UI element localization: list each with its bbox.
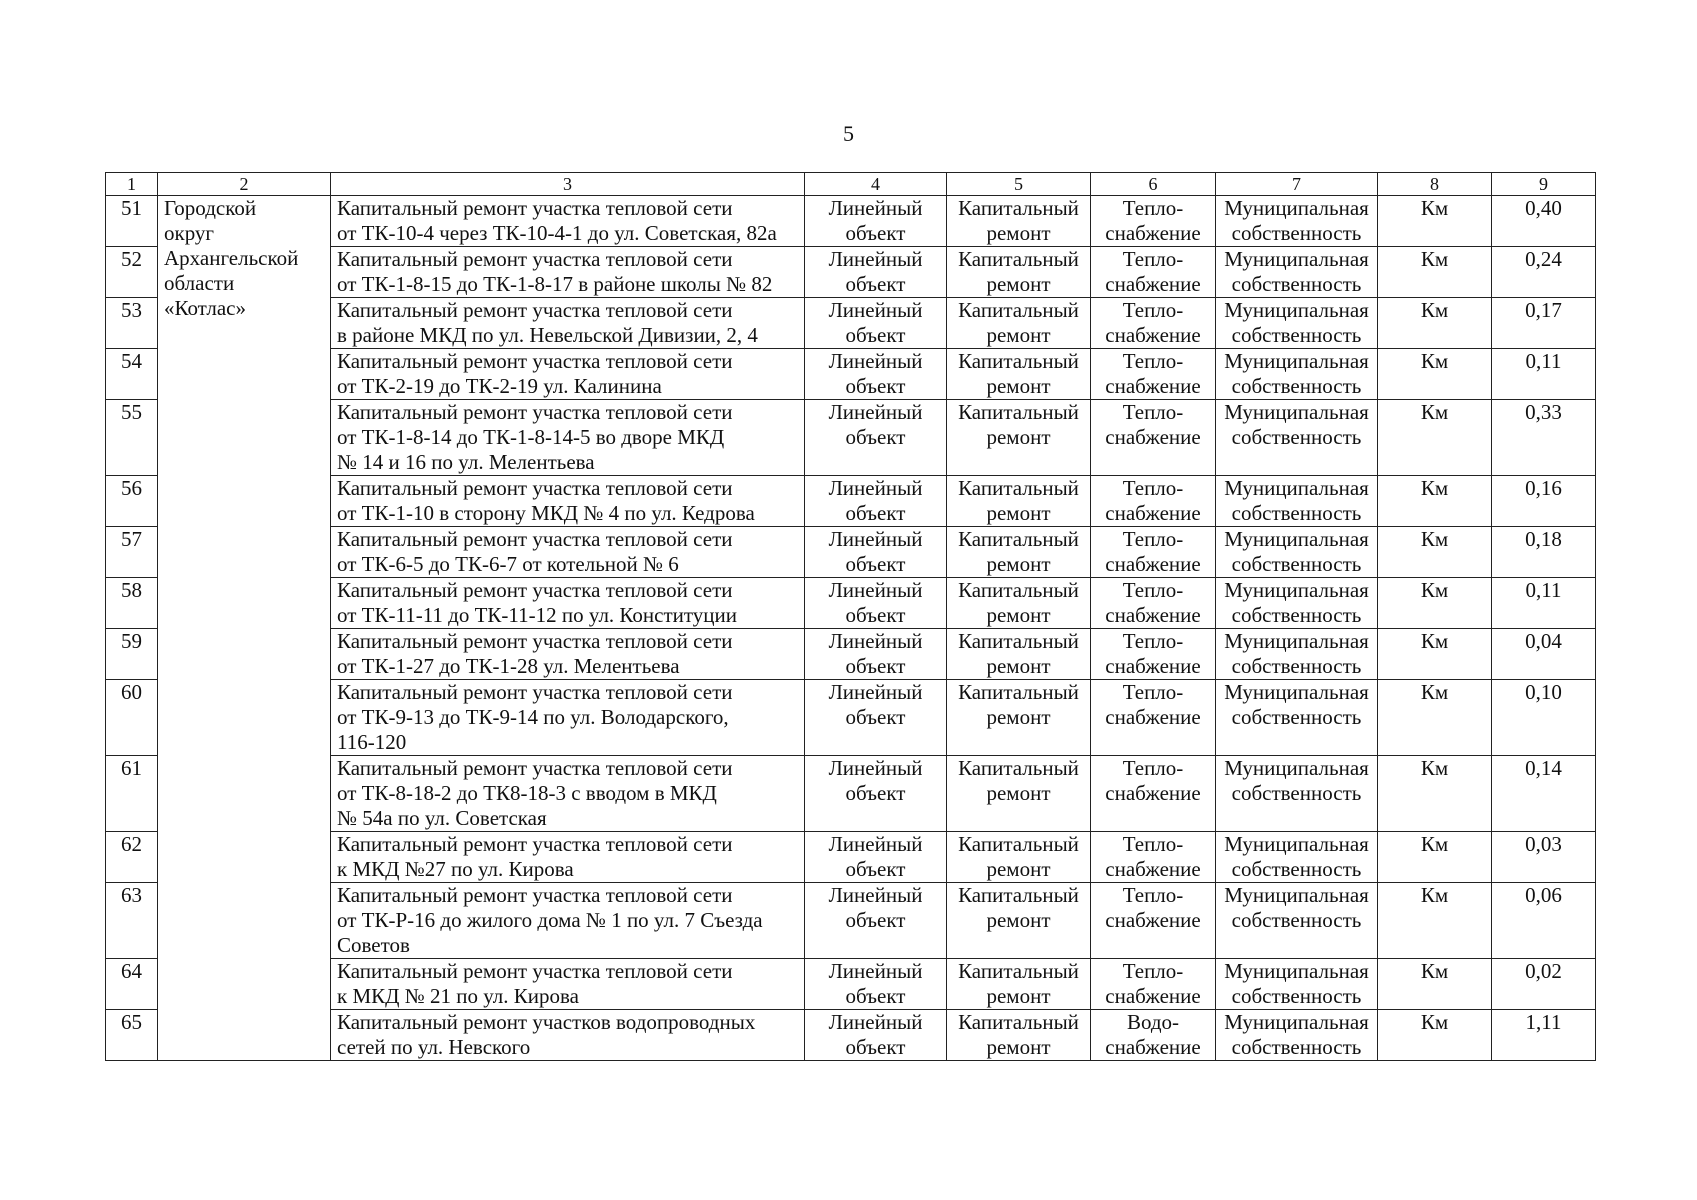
ownership xyxy=(1216,400,1378,476)
object-type xyxy=(805,756,947,832)
object-type xyxy=(805,959,947,1010)
object-title-line: от ТК-2-19 до ТК-2-19 ул. Калинина xyxy=(337,374,662,398)
object-type-line: объект xyxy=(845,705,906,729)
object-title-line: от ТК-Р-16 до жилого дома № 1 по ул. 7 Съезда xyxy=(337,908,763,932)
supply-sphere xyxy=(1091,832,1216,883)
work-type xyxy=(947,578,1091,629)
unit: Км xyxy=(1378,349,1492,400)
ownership-line: собственность xyxy=(1231,984,1362,1008)
ownership-line: собственность xyxy=(1231,501,1362,525)
ownership-line: собственность xyxy=(1231,857,1362,881)
length-value: 0,14 xyxy=(1492,756,1596,832)
supply-sphere xyxy=(1091,476,1216,527)
supply-sphere-line: снабжение xyxy=(1105,705,1201,729)
object-title-line: Капитальный ремонт участка тепловой сети xyxy=(337,400,733,424)
object-title-line: № 14 и 16 по ул. Мелентьева xyxy=(337,450,595,474)
header-cell-1: 1 xyxy=(106,173,158,196)
object-title-line: Капитальный ремонт участка тепловой сети xyxy=(337,298,733,322)
ownership-line: Муниципальная xyxy=(1224,196,1369,220)
municipality-cell xyxy=(158,196,331,1061)
header-cell-5: 5 xyxy=(947,173,1091,196)
municipality-line: «Котлас» xyxy=(164,296,246,320)
supply-sphere xyxy=(1091,196,1216,247)
ownership-line: Муниципальная xyxy=(1224,680,1369,704)
work-type xyxy=(947,959,1091,1010)
object-type-line: Линейный xyxy=(828,1010,923,1034)
ownership-line: собственность xyxy=(1231,552,1362,576)
work-type-line: ремонт xyxy=(986,323,1051,347)
supply-sphere-line: снабжение xyxy=(1105,552,1201,576)
object-title xyxy=(331,476,805,527)
work-type-line: ремонт xyxy=(986,1035,1051,1059)
supply-sphere-line: Тепло- xyxy=(1122,680,1184,704)
ownership-line: Муниципальная xyxy=(1224,578,1369,602)
supply-sphere-line: снабжение xyxy=(1105,425,1201,449)
work-type-line: ремонт xyxy=(986,425,1051,449)
ownership-line: Муниципальная xyxy=(1224,883,1369,907)
object-title xyxy=(331,629,805,680)
ownership-line: собственность xyxy=(1231,374,1362,398)
length-value: 0,06 xyxy=(1492,883,1596,959)
object-type xyxy=(805,832,947,883)
object-title-line: сетей по ул. Невского xyxy=(337,1035,531,1059)
ownership xyxy=(1216,476,1378,527)
row-number: 55 xyxy=(106,400,158,476)
work-type-line: Капитальный xyxy=(958,196,1079,220)
supply-sphere-line: снабжение xyxy=(1105,323,1201,347)
work-type xyxy=(947,527,1091,578)
unit: Км xyxy=(1378,959,1492,1010)
ownership-line: Муниципальная xyxy=(1224,400,1369,424)
object-type-line: Линейный xyxy=(828,959,923,983)
work-type xyxy=(947,298,1091,349)
object-type-line: объект xyxy=(845,221,906,245)
work-type xyxy=(947,1010,1091,1061)
supply-sphere xyxy=(1091,527,1216,578)
ownership xyxy=(1216,247,1378,298)
work-type xyxy=(947,756,1091,832)
work-type-line: ремонт xyxy=(986,781,1051,805)
object-type xyxy=(805,476,947,527)
work-type-line: Капитальный xyxy=(958,959,1079,983)
table-header xyxy=(106,173,1596,196)
supply-sphere-line: снабжение xyxy=(1105,857,1201,881)
object-title xyxy=(331,680,805,756)
object-title-line: от ТК-1-8-14 до ТК-1-8-14-5 во дворе МКД xyxy=(337,425,725,449)
supply-sphere xyxy=(1091,629,1216,680)
work-type-line: Капитальный xyxy=(958,400,1079,424)
row-number: 53 xyxy=(106,298,158,349)
work-type xyxy=(947,883,1091,959)
object-type-line: Линейный xyxy=(828,883,923,907)
ownership-line: собственность xyxy=(1231,908,1362,932)
ownership-line: Муниципальная xyxy=(1224,527,1369,551)
object-type-line: объект xyxy=(845,272,906,296)
supply-sphere-line: Водо- xyxy=(1126,1010,1180,1034)
header-cell-6: 6 xyxy=(1091,173,1216,196)
object-type-line: объект xyxy=(845,984,906,1008)
object-type-line: объект xyxy=(845,552,906,576)
object-type-line: объект xyxy=(845,425,906,449)
unit: Км xyxy=(1378,756,1492,832)
object-type-line: объект xyxy=(845,781,906,805)
work-type-line: Капитальный xyxy=(958,883,1079,907)
object-type xyxy=(805,298,947,349)
length-value: 0,24 xyxy=(1492,247,1596,298)
ownership-line: собственность xyxy=(1231,654,1362,678)
length-value: 1,11 xyxy=(1492,1010,1596,1061)
row-number: 58 xyxy=(106,578,158,629)
row-number: 62 xyxy=(106,832,158,883)
work-type-line: Капитальный xyxy=(958,349,1079,373)
ownership-line: Муниципальная xyxy=(1224,756,1369,780)
object-type-line: объект xyxy=(845,374,906,398)
supply-sphere-line: снабжение xyxy=(1105,984,1201,1008)
row-number: 63 xyxy=(106,883,158,959)
work-type-line: ремонт xyxy=(986,374,1051,398)
object-type xyxy=(805,680,947,756)
object-type-line: Линейный xyxy=(828,247,923,271)
work-type-line: Капитальный xyxy=(958,832,1079,856)
object-title-line: Капитальный ремонт участка тепловой сети xyxy=(337,349,733,373)
object-title-line: Капитальный ремонт участка тепловой сети xyxy=(337,196,733,220)
work-type-line: Капитальный xyxy=(958,476,1079,500)
length-value: 0,11 xyxy=(1492,349,1596,400)
object-type-line: объект xyxy=(845,908,906,932)
object-title xyxy=(331,959,805,1010)
ownership xyxy=(1216,756,1378,832)
supply-sphere-line: Тепло- xyxy=(1122,629,1184,653)
object-type-line: Линейный xyxy=(828,578,923,602)
row-number: 60 xyxy=(106,680,158,756)
object-title-line: в районе МКД по ул. Невельской Дивизии, 2, 4 xyxy=(337,323,758,347)
row-number: 52 xyxy=(106,247,158,298)
row-number: 65 xyxy=(106,1010,158,1061)
object-type-line: Линейный xyxy=(828,298,923,322)
ownership-line: собственность xyxy=(1231,1035,1362,1059)
object-title-line: Капитальный ремонт участка тепловой сети xyxy=(337,629,733,653)
table-body xyxy=(106,196,1596,1061)
length-value: 0,33 xyxy=(1492,400,1596,476)
object-title-line: от ТК-11-11 до ТК-11-12 по ул. Конституции xyxy=(337,603,737,627)
supply-sphere-line: Тепло- xyxy=(1122,756,1184,780)
supply-sphere-line: Тепло- xyxy=(1122,247,1184,271)
object-type-line: Линейный xyxy=(828,476,923,500)
row-number: 64 xyxy=(106,959,158,1010)
work-type-line: ремонт xyxy=(986,857,1051,881)
ownership-line: Муниципальная xyxy=(1224,1010,1369,1034)
object-type xyxy=(805,883,947,959)
object-title xyxy=(331,400,805,476)
work-type-line: Капитальный xyxy=(958,629,1079,653)
unit: Км xyxy=(1378,578,1492,629)
object-title xyxy=(331,1010,805,1061)
ownership xyxy=(1216,883,1378,959)
length-value: 0,04 xyxy=(1492,629,1596,680)
object-type-line: объект xyxy=(845,1035,906,1059)
work-type-line: ремонт xyxy=(986,603,1051,627)
ownership-line: Муниципальная xyxy=(1224,298,1369,322)
work-type-line: ремонт xyxy=(986,984,1051,1008)
object-type xyxy=(805,1010,947,1061)
ownership xyxy=(1216,629,1378,680)
supply-sphere-line: Тепло- xyxy=(1122,476,1184,500)
object-type xyxy=(805,400,947,476)
object-title-line: Капитальный ремонт участка тепловой сети xyxy=(337,247,733,271)
works-table xyxy=(105,172,1596,1061)
work-type-line: ремонт xyxy=(986,908,1051,932)
work-type-line: ремонт xyxy=(986,272,1051,296)
work-type-line: ремонт xyxy=(986,221,1051,245)
unit: Км xyxy=(1378,196,1492,247)
ownership xyxy=(1216,832,1378,883)
ownership xyxy=(1216,196,1378,247)
supply-sphere xyxy=(1091,400,1216,476)
object-title-line: 116-120 xyxy=(337,730,407,754)
work-type-line: ремонт xyxy=(986,654,1051,678)
work-type-line: Капитальный xyxy=(958,298,1079,322)
row-number: 51 xyxy=(106,196,158,247)
object-title-line: от ТК-1-10 в сторону МКД № 4 по ул. Кедрова xyxy=(337,501,755,525)
object-title-line: Капитальный ремонт участка тепловой сети xyxy=(337,959,733,983)
unit: Км xyxy=(1378,680,1492,756)
ownership-line: собственность xyxy=(1231,221,1362,245)
supply-sphere-line: снабжение xyxy=(1105,374,1201,398)
row-number: 61 xyxy=(106,756,158,832)
ownership-line: собственность xyxy=(1231,781,1362,805)
supply-sphere-line: снабжение xyxy=(1105,908,1201,932)
object-type xyxy=(805,629,947,680)
work-type xyxy=(947,196,1091,247)
supply-sphere xyxy=(1091,349,1216,400)
supply-sphere-line: Тепло- xyxy=(1122,883,1184,907)
object-title-line: Капитальный ремонт участка тепловой сети xyxy=(337,832,733,856)
header-cell-3: 3 xyxy=(331,173,805,196)
object-title xyxy=(331,527,805,578)
object-type xyxy=(805,527,947,578)
object-title xyxy=(331,247,805,298)
supply-sphere-line: Тепло- xyxy=(1122,196,1184,220)
supply-sphere-line: снабжение xyxy=(1105,272,1201,296)
municipality-line: Архангельской xyxy=(164,246,299,270)
header-cell-4: 4 xyxy=(805,173,947,196)
object-title-line: от ТК-10-4 через ТК-10-4-1 до ул. Советская, 82а xyxy=(337,221,777,245)
work-type xyxy=(947,629,1091,680)
supply-sphere-line: Тепло- xyxy=(1122,349,1184,373)
work-type-line: Капитальный xyxy=(958,756,1079,780)
supply-sphere-line: снабжение xyxy=(1105,221,1201,245)
object-title-line: Капитальный ремонт участка тепловой сети xyxy=(337,883,733,907)
unit: Км xyxy=(1378,629,1492,680)
object-title xyxy=(331,883,805,959)
object-title-line: Капитальный ремонт участка тепловой сети xyxy=(337,476,733,500)
supply-sphere-line: Тепло- xyxy=(1122,527,1184,551)
object-title-line: к МКД №27 по ул. Кирова xyxy=(337,857,574,881)
supply-sphere xyxy=(1091,247,1216,298)
ownership xyxy=(1216,1010,1378,1061)
header-cell-9: 9 xyxy=(1492,173,1596,196)
object-type-line: Линейный xyxy=(828,527,923,551)
table-row xyxy=(106,196,1596,247)
object-type xyxy=(805,247,947,298)
header-row xyxy=(106,173,1596,196)
object-title xyxy=(331,298,805,349)
supply-sphere xyxy=(1091,578,1216,629)
ownership-line: Муниципальная xyxy=(1224,349,1369,373)
object-type xyxy=(805,578,947,629)
work-type xyxy=(947,247,1091,298)
work-type-line: ремонт xyxy=(986,552,1051,576)
municipality-line: области xyxy=(164,271,235,295)
object-type xyxy=(805,196,947,247)
object-type-line: объект xyxy=(845,603,906,627)
length-value: 0,03 xyxy=(1492,832,1596,883)
object-title-line: Капитальный ремонт участков водопроводных xyxy=(337,1010,756,1034)
work-type-line: Капитальный xyxy=(958,578,1079,602)
object-title-line: от ТК-9-13 до ТК-9-14 по ул. Володарского, xyxy=(337,705,729,729)
object-title-line: Советов xyxy=(337,933,410,957)
row-number: 57 xyxy=(106,527,158,578)
unit: Км xyxy=(1378,247,1492,298)
supply-sphere-line: Тепло- xyxy=(1122,298,1184,322)
supply-sphere-line: снабжение xyxy=(1105,603,1201,627)
supply-sphere xyxy=(1091,959,1216,1010)
municipality-line: Городской xyxy=(164,196,257,220)
ownership xyxy=(1216,298,1378,349)
length-value: 0,40 xyxy=(1492,196,1596,247)
page-number: 5 xyxy=(843,121,854,146)
unit: Км xyxy=(1378,883,1492,959)
object-type-line: объект xyxy=(845,501,906,525)
work-type xyxy=(947,680,1091,756)
work-type-line: ремонт xyxy=(986,501,1051,525)
length-value: 0,17 xyxy=(1492,298,1596,349)
object-type-line: Линейный xyxy=(828,756,923,780)
object-type-line: объект xyxy=(845,654,906,678)
length-value: 0,11 xyxy=(1492,578,1596,629)
supply-sphere xyxy=(1091,756,1216,832)
supply-sphere-line: снабжение xyxy=(1105,654,1201,678)
row-number: 56 xyxy=(106,476,158,527)
object-title xyxy=(331,756,805,832)
ownership-line: собственность xyxy=(1231,603,1362,627)
object-title-line: от ТК-1-27 до ТК-1-28 ул. Мелентьева xyxy=(337,654,680,678)
object-title xyxy=(331,196,805,247)
length-value: 0,10 xyxy=(1492,680,1596,756)
ownership-line: Муниципальная xyxy=(1224,629,1369,653)
row-number: 54 xyxy=(106,349,158,400)
row-number: 59 xyxy=(106,629,158,680)
object-title xyxy=(331,578,805,629)
unit: Км xyxy=(1378,832,1492,883)
header-cell-8: 8 xyxy=(1378,173,1492,196)
object-title-line: Капитальный ремонт участка тепловой сети xyxy=(337,527,733,551)
ownership xyxy=(1216,349,1378,400)
object-type-line: Линейный xyxy=(828,196,923,220)
supply-sphere-line: снабжение xyxy=(1105,1035,1201,1059)
unit: Км xyxy=(1378,400,1492,476)
supply-sphere xyxy=(1091,1010,1216,1061)
work-type xyxy=(947,349,1091,400)
ownership xyxy=(1216,959,1378,1010)
supply-sphere-line: Тепло- xyxy=(1122,400,1184,424)
object-title xyxy=(331,832,805,883)
length-value: 0,18 xyxy=(1492,527,1596,578)
header-cell-2: 2 xyxy=(158,173,331,196)
ownership-line: Муниципальная xyxy=(1224,832,1369,856)
object-title-line: к МКД № 21 по ул. Кирова xyxy=(337,984,579,1008)
municipality-line: округ xyxy=(164,221,215,245)
length-value: 0,16 xyxy=(1492,476,1596,527)
work-type-line: Капитальный xyxy=(958,1010,1079,1034)
header-cell-7: 7 xyxy=(1216,173,1378,196)
supply-sphere-line: Тепло- xyxy=(1122,832,1184,856)
work-type-line: Капитальный xyxy=(958,680,1079,704)
object-type-line: Линейный xyxy=(828,629,923,653)
ownership xyxy=(1216,527,1378,578)
ownership-line: Муниципальная xyxy=(1224,476,1369,500)
object-title xyxy=(331,349,805,400)
object-type-line: Линейный xyxy=(828,349,923,373)
ownership-line: собственность xyxy=(1231,272,1362,296)
unit: Км xyxy=(1378,298,1492,349)
object-title-line: Капитальный ремонт участка тепловой сети xyxy=(337,680,733,704)
ownership xyxy=(1216,578,1378,629)
unit: Км xyxy=(1378,1010,1492,1061)
object-title-line: от ТК-1-8-15 до ТК-1-8-17 в районе школы № 82 xyxy=(337,272,773,296)
supply-sphere-line: Тепло- xyxy=(1122,959,1184,983)
ownership-line: Муниципальная xyxy=(1224,959,1369,983)
ownership-line: собственность xyxy=(1231,705,1362,729)
object-type xyxy=(805,349,947,400)
work-type xyxy=(947,400,1091,476)
ownership xyxy=(1216,680,1378,756)
ownership-line: собственность xyxy=(1231,323,1362,347)
supply-sphere-line: Тепло- xyxy=(1122,578,1184,602)
unit: Км xyxy=(1378,527,1492,578)
work-type-line: ремонт xyxy=(986,705,1051,729)
supply-sphere-line: снабжение xyxy=(1105,781,1201,805)
ownership-line: собственность xyxy=(1231,425,1362,449)
object-type-line: объект xyxy=(845,323,906,347)
object-type-line: объект xyxy=(845,857,906,881)
length-value: 0,02 xyxy=(1492,959,1596,1010)
supply-sphere-line: снабжение xyxy=(1105,501,1201,525)
work-type xyxy=(947,832,1091,883)
object-title-line: от ТК-8-18-2 до ТК8-18-3 с вводом в МКД xyxy=(337,781,717,805)
supply-sphere xyxy=(1091,883,1216,959)
work-type-line: Капитальный xyxy=(958,247,1079,271)
object-type-line: Линейный xyxy=(828,680,923,704)
work-type-line: Капитальный xyxy=(958,527,1079,551)
object-title-line: Капитальный ремонт участка тепловой сети xyxy=(337,756,733,780)
object-title-line: Капитальный ремонт участка тепловой сети xyxy=(337,578,733,602)
supply-sphere xyxy=(1091,680,1216,756)
object-title-line: № 54а по ул. Советская xyxy=(337,806,547,830)
object-type-line: Линейный xyxy=(828,400,923,424)
object-title-line: от ТК-6-5 до ТК-6-7 от котельной № 6 xyxy=(337,552,679,576)
supply-sphere xyxy=(1091,298,1216,349)
unit: Км xyxy=(1378,476,1492,527)
work-type xyxy=(947,476,1091,527)
ownership-line: Муниципальная xyxy=(1224,247,1369,271)
object-type-line: Линейный xyxy=(828,832,923,856)
